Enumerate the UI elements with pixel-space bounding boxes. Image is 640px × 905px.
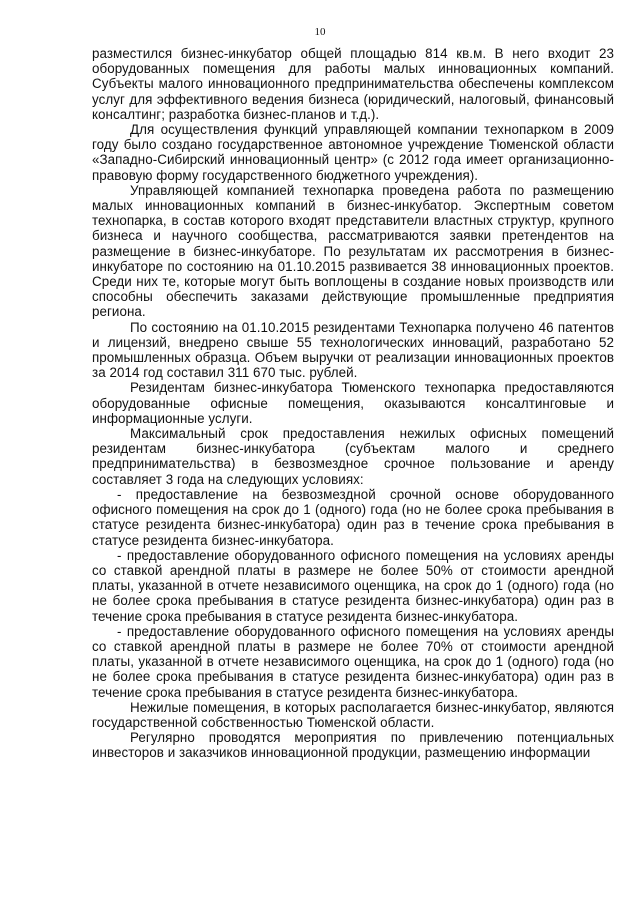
- list-item-rent-70: - предоставление оборудованного офисного помещения на условиях аренды со ставкой арендной платы в размере не более 70% от стоимости арендной платы, указанной в отчете независимого оценщика, на срок до 1 (одного) года (но не более срока пребывания в статусе резидента бизнес-инкубатора) один раз в течение срока пребывания в статусе резидента бизнес-инкубатора.: [92, 623, 614, 700]
- list-item-rent-50: - предоставление оборудованного офисного помещения на условиях аренды со ставкой арендной платы в размере не более 50% от стоимости арендной платы, указанной в отчете независимого оценщика, на срок до 1 (одного) года (но не более срока пребывания в статусе резидента бизнес-инкубатора) один раз в течение срока пребывания в статусе резидента бизнес-инкубатора.: [92, 547, 614, 624]
- body-text: [92, 46, 614, 761]
- paragraph-resident-services: Резидентам бизнес-инкубатора Тюменского технопарка предоставляются оборудованные офисные помещения, оказываются консалтинговые и информационные услуги.: [92, 380, 614, 426]
- paragraph-residents-results: По состоянию на 01.10.2015 резидентами Технопарка получено 46 патентов и лицензий, внедрено свыше 55 технологических инноваций, разработано 52 промышленных образца. Объем выручки от реализации инновационных проектов за 2014 год составил 311 670 тыс. рублей.: [92, 319, 614, 381]
- paragraph-investor-events: Регулярно проводятся мероприятия по привлечению потенциальных инвесторов и заказчиков инновационной продукции, размещению информации: [92, 730, 614, 761]
- paragraph-placement-work: Управляющей компанией технопарка проведена работа по размещению малых инновационных компаний в бизнес-инкубатор. Экспертным советом технопарка, в состав которого входят представители властных структур, крупного бизнеса и научного сообщества, рассматриваются заявки претендентов на размещение в бизнес-инкубаторе. По результатам их рассмотрения в бизнес-инкубаторе по состоянию на 01.10.2015 развивается 38 инновационных проектов. Среди них те, которые могут быть воплощены в создание новых производств или способны обеспечить заказами действующие промышленные предприятия региона.: [92, 182, 614, 320]
- paragraph-management-company: Для осуществления функций управляющей компании технопарком в 2009 году было создано государственное автономное учреждение Тюменской области «Западно-Сибирский инновационный центр» (с 2012 года имеет организационно-правовую форму государственного бюджетного учреждения).: [92, 122, 614, 183]
- page-number: 10: [314, 26, 326, 38]
- paragraph-max-term: Максимальный срок предоставления нежилых офисных помещений резидентам бизнес-инкубатора (субъектам малого и среднего предпринимательства) в безвозмездное срочное пользование и аренду составляет 3 года на следующих условиях:: [92, 426, 614, 487]
- paragraph-business-incubator: разместился бизнес-инкубатор общей площадью 814 кв.м. В него входит 23 оборудованных помещения для работы малых инновационных компаний. Субъекты малого инновационного предпринимательства обеспечены комплексом услуг для эффективного ведения бизнеса (юридический, налоговый, финансовый консалтинг; разработка бизнес-планов и т.д.).: [92, 46, 614, 122]
- paragraph-state-property: Нежилые помещения, в которых располагается бизнес-инкубатор, являются государственной собственностью Тюменской области.: [92, 699, 614, 730]
- list-item-free-use: - предоставление на безвозмездной срочной основе оборудованного офисного помещения на срок до 1 (одного) года (но не более срока пребывания в статусе резидента бизнес-инкубатора) один раз в течение срока пребывания в статусе резидента бизнес-инкубатора.: [92, 486, 614, 548]
